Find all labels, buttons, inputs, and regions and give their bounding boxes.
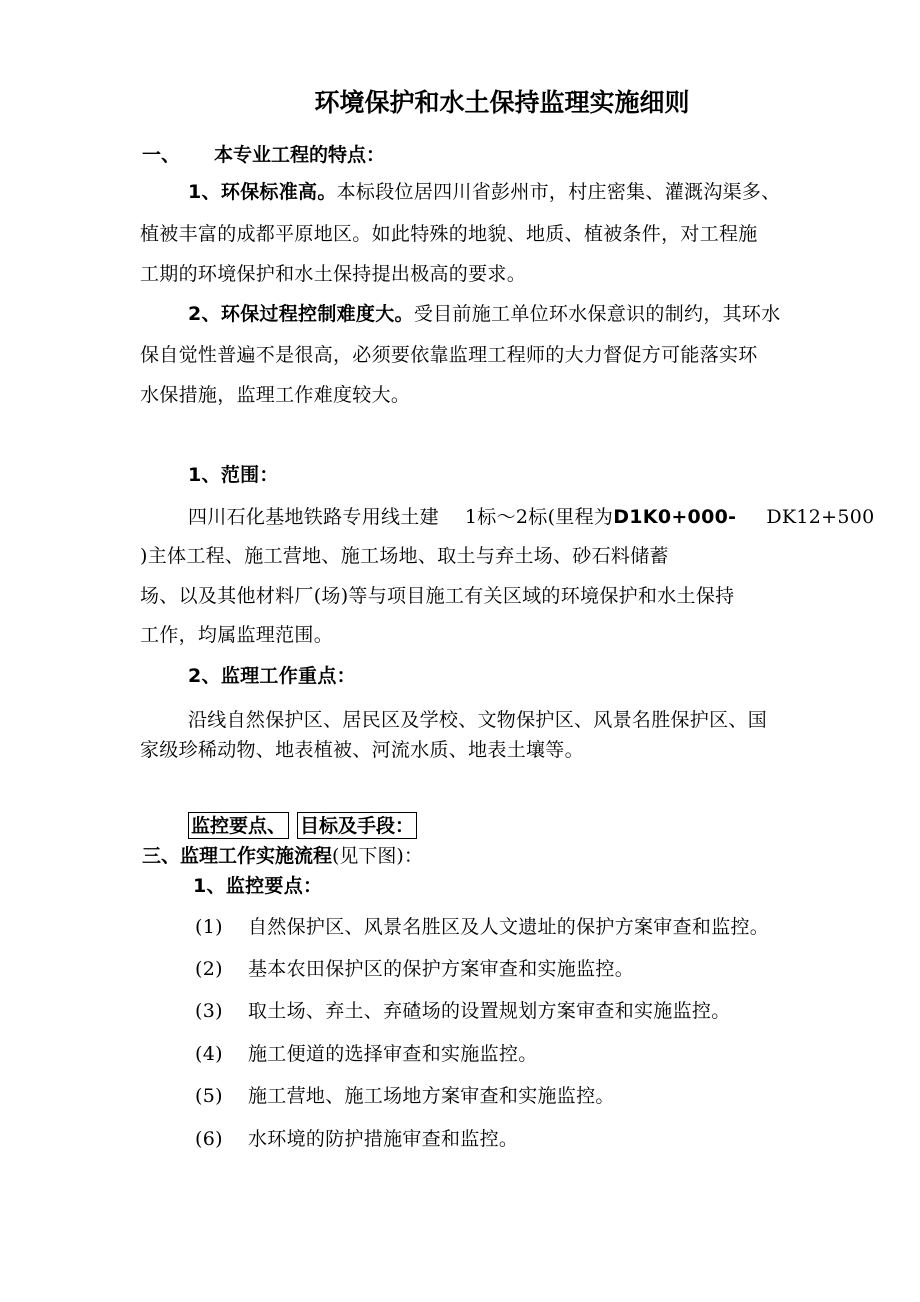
section1-heading [142, 141, 385, 169]
document-title: 环境保护和水土保持监理实施细则 [314, 88, 690, 117]
item-number: (1) [195, 916, 223, 938]
point1-line2: 植被丰富的成都平原地区。如此特殊的地貌、地质、植被条件，对工程施 [140, 223, 758, 245]
item-text: 基本农田保护区的保护方案审查和实施监控。 [248, 958, 635, 980]
focus-line2: 家级珍稀动物、地表植被、河流水质、地表土壤等。 [140, 739, 584, 761]
item-text: 自然保护区、风景名胜区及人文遗址的保护方案审查和监控。 [248, 916, 770, 938]
section1-number: 一、 [142, 144, 181, 166]
item-text: 施工营地、施工场地方案审查和实施监控。 [248, 1085, 615, 1107]
scope-line4: 工作，均属监理范围。 [140, 624, 334, 646]
scope-line1 [188, 502, 875, 532]
scope-line1-c: D1K0+000- [613, 506, 737, 528]
box-goals-means: 目标及手段： [297, 812, 417, 839]
item-number: (5) [195, 1085, 223, 1107]
scope-line1-a: 四川石化基地铁路专用线土建 [188, 506, 439, 528]
section3-note: (见下图)： [332, 845, 423, 867]
point1-text: 本标段位居四川省彭州市，村庄密集、灌溉沟渠多、 [336, 181, 781, 203]
scope-line1-d: DK12+500 [766, 506, 875, 528]
point2-line3: 水保措施，监理工作难度较大。 [140, 384, 411, 406]
section1-title: 本专业工程的特点： [214, 144, 386, 166]
scope-line1-b: 1标～2标(里程为 [464, 506, 614, 528]
scope-line3: 场、以及其他材料厂(场)等与项目施工有关区域的环境保护和水土保持 [140, 585, 735, 607]
focus-line1: 沿线自然保护区、居民区及学校、文物保护区、风景名胜保护区、国 [188, 709, 768, 731]
item-number: (3) [195, 1000, 223, 1022]
item-text: 施工便道的选择审查和实施监控。 [248, 1043, 538, 1065]
point1-label: 1、环保标准高。 [188, 181, 337, 203]
point2-text: 受目前施工单位环水保意识的制约，其环水 [413, 303, 781, 325]
scope-label: 1、范围： [188, 464, 279, 486]
item-text: 取土场、弃土、弃碴场的设置规划方案审查和实施监控。 [248, 1000, 731, 1022]
point2-line2: 保自觉性普遍不是很高，必须要依靠监理工程师的大力督促方可能落实环 [140, 344, 758, 366]
boxed-labels [188, 812, 417, 839]
point1-line3: 工期的环境保护和水土保持提出极高的要求。 [140, 263, 527, 285]
item-number: (6) [195, 1128, 223, 1150]
point2-label: 2、环保过程控制难度大。 [188, 303, 414, 325]
item-number: (2) [195, 958, 223, 980]
focus-label: 2、监理工作重点： [188, 665, 356, 687]
item-text: 水环境的防护措施审查和监控。 [248, 1128, 519, 1150]
item-number: (4) [195, 1043, 223, 1065]
point1-line1 [188, 177, 781, 207]
section3-title: 三、监理工作实施流程 [142, 845, 333, 867]
point2-line1 [188, 299, 781, 329]
box-monitoring-points: 监控要点、 [188, 812, 289, 839]
scope-line2: )主体工程、施工营地、施工场地、取土与弃土场、砂石料储蓄 [140, 545, 669, 567]
section3-heading [142, 842, 423, 870]
monitoring-points-label: 1、监控要点： [193, 875, 323, 897]
